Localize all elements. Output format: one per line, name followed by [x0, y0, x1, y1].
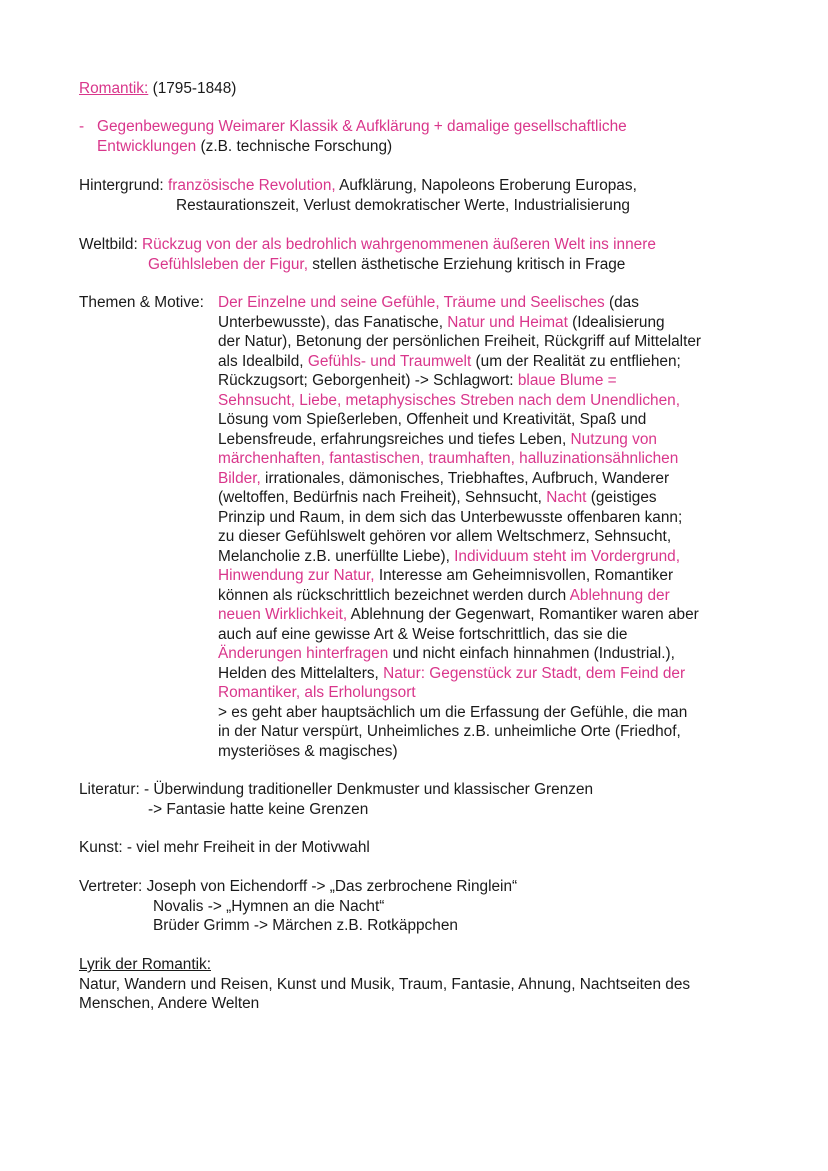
themen-line: [218, 683, 759, 703]
hintergrund-label: Hintergrund:: [79, 177, 168, 194]
themen-text: [218, 293, 759, 761]
kunst-section: [79, 838, 370, 858]
themen-text-segment: Helden des Mittelalters,: [218, 664, 384, 682]
themen-line: [218, 371, 759, 391]
themen-text-segment: der Natur), Betonung der persönlichen Freiheit, Rückgriff auf Mittelalter: [218, 333, 702, 350]
themen-text-segment: (das: [604, 294, 639, 311]
romantik-years: (1795-1848): [152, 80, 237, 97]
lyrik-section: [79, 955, 690, 1014]
themen-text-segment: Melancholie z.B. unerfüllte Liebe),: [218, 547, 455, 565]
themen-text-segment: können als rückschrittlich bezeichnet werden durch: [218, 586, 570, 604]
themen-highlight: Änderungen hinterfragen: [218, 645, 389, 662]
weltbild-line2-pink: Gefühlsleben der Figur,: [148, 255, 308, 273]
themen-line: [218, 391, 759, 411]
themen-text-segment: (Idealisierung: [567, 313, 665, 331]
literatur-section: [79, 780, 593, 819]
themen-highlight: Nutzung von: [570, 430, 657, 448]
themen-line: [218, 586, 759, 606]
themen-highlight: Hinwendung zur Natur,: [218, 567, 375, 584]
themen-line: [218, 488, 759, 508]
themen-line: [218, 644, 759, 664]
romantik-heading: [79, 79, 236, 99]
themen-text-segment: irrationales, dämonisches, Triebhaftes, Aufbruch, Wanderer: [260, 469, 670, 487]
themen-line: [218, 527, 759, 547]
hintergrund-section: [79, 176, 637, 215]
themen-text-segment: zu dieser Gefühlswelt gehören vor allem Weltschmerz, Sehnsucht,: [218, 528, 672, 545]
themen-line: [218, 469, 759, 489]
themen-line: [218, 352, 759, 372]
themen-text-segment: Ablehnung der Gegenwart, Romantiker waren aber: [347, 606, 699, 623]
themen-line: [218, 742, 759, 762]
vertreter-line3: Brüder Grimm -> Märchen z.B. Rotkäppchen: [153, 917, 458, 934]
themen-highlight: blaue Blume =: [517, 372, 617, 389]
themen-highlight: märchenhaften, fantastischen, traumhaften, halluzinationsähnlichen: [218, 450, 679, 467]
themen-highlight: Bilder,: [218, 469, 261, 487]
themen-text-segment: > es geht aber hauptsächlich um die Erfassung der Gefühle, die man: [218, 703, 688, 721]
themen-highlight: Individuum steht im Vordergrund,: [454, 547, 680, 565]
themen-line: [218, 547, 759, 567]
themen-label: Themen & Motive:: [79, 294, 204, 311]
gegenbewegung-section: [79, 117, 627, 156]
vertreter-line1: Vertreter: Joseph von Eichendorff -> „Das zerbrochene Ringlein“: [79, 878, 518, 895]
weltbild-label: Weltbild:: [79, 236, 143, 253]
themen-text-segment: (um der Realität zu entfliehen;: [471, 352, 681, 370]
themen-text-segment: Interesse am Geheimnisvollen, Romantiker: [374, 567, 674, 584]
themen-line: [218, 430, 759, 450]
themen-line: [218, 664, 759, 684]
lyrik-heading: Lyrik der Romantik:: [79, 956, 211, 973]
themen-text-segment: als Idealbild,: [218, 352, 308, 370]
themen-line: [218, 508, 759, 528]
themen-line: [218, 332, 759, 352]
literatur-line1: Literatur: - Überwindung traditioneller Denkmuster und klassischer Grenzen: [79, 781, 594, 798]
themen-highlight: Natur: Gegenstück zur Stadt, dem Feind der: [383, 664, 686, 682]
hintergrund-line1-black: Aufklärung, Napoleons Eroberung Europas,: [335, 177, 637, 194]
romantik-label: Romantik:: [79, 80, 149, 97]
themen-highlight: Ablehnung der: [569, 586, 670, 604]
themen-highlight: Der Einzelne und seine Gefühle, Träume und Seelisches: [218, 294, 605, 311]
themen-text-segment: Lösung vom Spießerleben, Offenheit und Kreativität, Spaß und: [218, 411, 647, 428]
themen-text-segment: Unterbewusste), das Fanatische,: [218, 313, 448, 331]
literatur-line2: -> Fantasie hatte keine Grenzen: [148, 800, 369, 818]
vertreter-section: [79, 877, 517, 936]
themen-highlight: Natur und Heimat: [447, 313, 568, 331]
themen-section: [79, 293, 759, 761]
themen-text-segment: Prinzip und Raum, in dem sich das Unterbewusste offenbaren kann;: [218, 508, 683, 526]
themen-highlight: Romantiker, als Erholungsort: [218, 684, 416, 701]
weltbild-line2-black: stellen ästhetische Erziehung kritisch in Frage: [308, 255, 626, 273]
themen-text-segment: Lebensfreude, erfahrungsreiches und tiefes Leben,: [218, 430, 571, 448]
themen-line: [218, 722, 759, 742]
hintergrund-line2: Restaurationszeit, Verlust demokratischer Werte, Industrialisierung: [176, 196, 630, 214]
themen-text-segment: (geistiges: [586, 489, 657, 506]
gegenbewegung-dash: -: [79, 118, 85, 135]
themen-line: [218, 410, 759, 430]
kunst-line1: Kunst: - viel mehr Freiheit in der Motivwahl: [79, 839, 370, 856]
lyrik-line1: Natur, Wandern und Reisen, Kunst und Musik, Traum, Fantasie, Ahnung, Nachtseiten des: [79, 975, 691, 993]
themen-text-segment: mysteriöses & magisches): [218, 742, 398, 760]
lyrik-line2: Menschen, Andere Welten: [79, 995, 260, 1012]
themen-line: [218, 449, 759, 469]
themen-text-segment: Rückzugsort; Geborgenheit) -> Schlagwort:: [218, 372, 518, 389]
themen-line: [218, 703, 759, 723]
themen-text-segment: (weltoffen, Bedürfnis nach Freiheit), Sehnsucht,: [218, 489, 547, 506]
themen-text-segment: in der Natur verspürt, Unheimliches z.B. unheimliche Orte (Friedhof,: [218, 723, 681, 740]
gegenbewegung-line2-black: (z.B. technische Forschung): [196, 137, 393, 155]
themen-line: [218, 625, 759, 645]
themen-highlight: Sehnsucht, Liebe, metaphysisches Streben nach dem Unendlichen,: [218, 391, 681, 409]
themen-text-segment: auch auf eine gewisse Art & Weise fortschrittlich, das sie die: [218, 625, 628, 643]
themen-text-segment: und nicht einfach hinnahmen (Industrial.),: [388, 645, 675, 662]
themen-line: [218, 605, 759, 625]
gegenbewegung-line1: Gegenbewegung Weimarer Klassik & Aufklärung + damalige gesellschaftliche: [97, 118, 627, 135]
themen-highlight: Nacht: [546, 489, 587, 506]
hintergrund-line1-pink: französische Revolution,: [167, 177, 336, 194]
gegenbewegung-line2-pink: Entwicklungen: [97, 137, 197, 155]
vertreter-line2: Novalis -> „Hymnen an die Nacht“: [153, 897, 385, 915]
weltbild-line1-pink: Rückzug von der als bedrohlich wahrgenommenen äußeren Welt ins innere: [142, 236, 656, 253]
weltbild-section: [79, 235, 656, 274]
themen-line: [218, 313, 759, 333]
themen-line: [218, 293, 759, 313]
themen-highlight: neuen Wirklichkeit,: [218, 606, 348, 623]
themen-highlight: Gefühls- und Traumwelt: [307, 352, 472, 370]
themen-line: [218, 566, 759, 586]
